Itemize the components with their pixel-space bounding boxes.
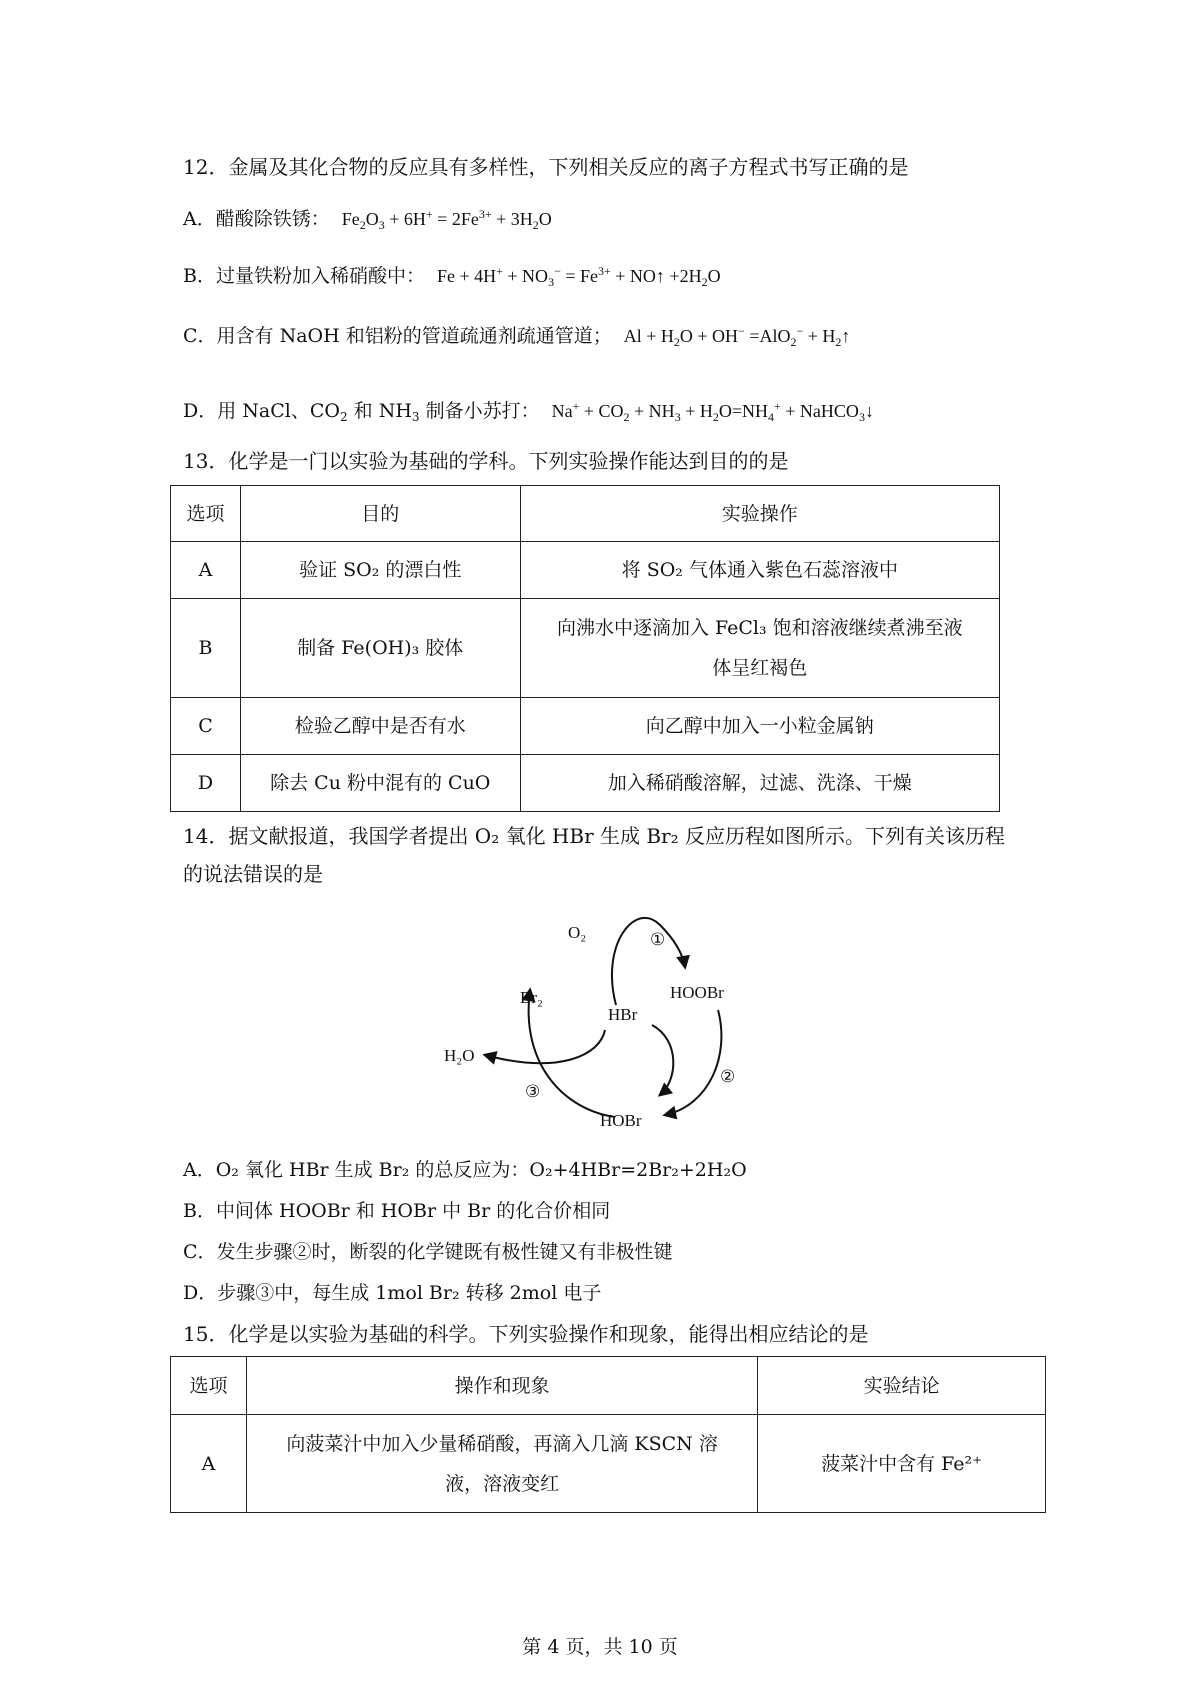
q15-row-a-operation-line-1: 向菠菜汁中加入少量稀硝酸，再滴入几滴 KSCN 溶 — [286, 1432, 718, 1455]
q12-option-b — [183, 264, 721, 288]
q15-header-operation: 操作和现象 — [246, 1357, 757, 1415]
step-3-label: ③ — [525, 1082, 541, 1101]
step-1-label: ① — [650, 930, 666, 949]
q15-stem: 15．化学是以实验为基础的科学。下列实验操作和现象，能得出相应结论的是 — [183, 1322, 869, 1346]
table-row — [171, 755, 1000, 812]
q15-header-conclusion: 实验结论 — [758, 1357, 1046, 1415]
q14-stem-line-2: 的说法错误的是 — [183, 862, 323, 886]
q15-row-a-operation-line-2: 液，溶液变红 — [445, 1472, 560, 1495]
arrow-to-h2o — [485, 1030, 605, 1063]
q12-option-c — [183, 324, 850, 348]
hobr-label: HOBr — [600, 1111, 642, 1130]
q12-option-a — [183, 207, 552, 231]
q13-row-d-purpose: 除去 Cu 粉中混有的 CuO — [240, 755, 520, 812]
q14-option-d: D．步骤③中，每生成 1mol Br₂ 转移 2mol 电子 — [183, 1282, 602, 1304]
q13-table — [170, 485, 1000, 812]
q13-row-b-operation-line-2: 体呈红褐色 — [712, 657, 808, 679]
q15-row-a-operation — [246, 1415, 757, 1513]
arrow-hbr-to-hobr — [652, 1025, 673, 1095]
step-2-label: ② — [720, 1067, 736, 1086]
q12-option-c-equation: $Al + H_2O + OH^- =AlO_2^-$ + $H_2↑$ — [623, 324, 851, 349]
q13-header-purpose: 目的 — [240, 486, 520, 542]
q15-header-row — [171, 1357, 1046, 1415]
q12-option-b-equation: $Fe + 4H^+ + NO_3^- = Fe^{3+}$ + NO↑ $+2H_2O$ — [436, 264, 721, 289]
q14-option-c: C．发生步骤②时，断裂的化学键既有极性键又有非极性键 — [183, 1241, 673, 1263]
q13-row-b-operation — [520, 599, 999, 698]
q13-row-a-purpose: 验证 SO₂ 的漂白性 — [240, 542, 520, 599]
q13-header-operation: 实验操作 — [520, 486, 999, 542]
hoobr-label: HOOBr — [670, 983, 724, 1002]
q12-option-d: D．用 NaCl、$CO_2$ 和 $NH_3$ 制备小苏打： $Na^+ + CO_2 + NH_3 + H_2O=NH_4^+$ + NaHCO$_3$↓ — [183, 399, 874, 424]
table-row — [171, 1415, 1046, 1513]
q13-header-row — [171, 486, 1000, 542]
q13-row-c-operation: 向乙醇中加入一小粒金属钠 — [520, 698, 999, 755]
q13-row-c-purpose: 检验乙醇中是否有水 — [240, 698, 520, 755]
q14-option-a: A．O₂ 氧化 HBr 生成 Br₂ 的总反应为：O₂+4HBr=2Br₂+2H₂O — [183, 1159, 747, 1181]
q15-table — [170, 1356, 1046, 1513]
q12-option-b-label: B．过量铁粉加入稀硝酸中： — [183, 265, 425, 287]
q14-option-b: B．中间体 HOOBr 和 HOBr 中 Br 的化合价相同 — [183, 1200, 611, 1222]
q13-row-d-option: D — [171, 755, 241, 812]
q13-row-b-operation-line-1: 向沸水中逐滴加入 FeCl₃ 饱和溶液继续煮沸至液 — [556, 617, 963, 639]
q12-option-d-label-1: D．用 NaCl、CO — [183, 400, 340, 422]
q15-header-option: 选项 — [171, 1357, 247, 1415]
br2-label: Br₂ — [520, 988, 543, 1007]
o2-label: O₂ — [568, 923, 587, 942]
q13-header-option: 选项 — [171, 486, 241, 542]
q14-stem-line-1: 14．据文献报道，我国学者提出 O₂ 氧化 HBr 生成 Br₂ 反应历程如图所示。下列有关该历程 — [183, 824, 1005, 848]
q13-row-b-option: B — [171, 599, 241, 698]
q13-row-a-option: A — [171, 542, 241, 599]
table-row — [171, 698, 1000, 755]
q13-row-a-operation: 将 SO₂ 气体通入紫色石蕊溶液中 — [520, 542, 999, 599]
q15-row-a-conclusion: 菠菜汁中含有 Fe²⁺ — [758, 1415, 1046, 1513]
hbr-label: HBr — [608, 1005, 638, 1024]
q12-option-d-equation: $Na^+ + CO_2 + NH_3 + H_2O=NH_4^+$ + NaHCO$_3$↓ — [551, 399, 874, 424]
table-row — [171, 599, 1000, 698]
q12-option-d-label-2: 和 NH — [353, 400, 412, 422]
q12-stem: 12．金属及其化合物的反应具有多样性，下列相关反应的离子方程式书写正确的是 — [183, 155, 909, 179]
q12-option-a-label: A．醋酸除铁锈： — [183, 208, 330, 230]
q12-option-a-equation: $Fe_2O_3 + 6H^+ = 2Fe^{3+} + 3H_2O$ — [341, 207, 552, 232]
arrow-hobr-to-br2 — [529, 990, 615, 1117]
reaction-cycle-diagram — [420, 905, 780, 1135]
h2o-label: H₂O — [444, 1046, 475, 1065]
q13-stem: 13．化学是一门以实验为基础的学科。下列实验操作能达到目的的是 — [183, 449, 789, 473]
q12-option-c-label: C．用含有 NaOH 和铝粉的管道疏通剂疏通管道； — [183, 325, 612, 347]
q15-row-a-option: A — [171, 1415, 247, 1513]
q13-row-c-option: C — [171, 698, 241, 755]
q13-row-b-purpose: 制备 Fe(OH)₃ 胶体 — [240, 599, 520, 698]
q12-option-d-label-3: 制备小苏打： — [425, 400, 540, 422]
q13-row-d-operation: 加入稀硝酸溶解，过滤、洗涤、干燥 — [520, 755, 999, 812]
table-row — [171, 542, 1000, 599]
page-footer: 第 4 页，共 10 页 — [522, 1636, 678, 1658]
